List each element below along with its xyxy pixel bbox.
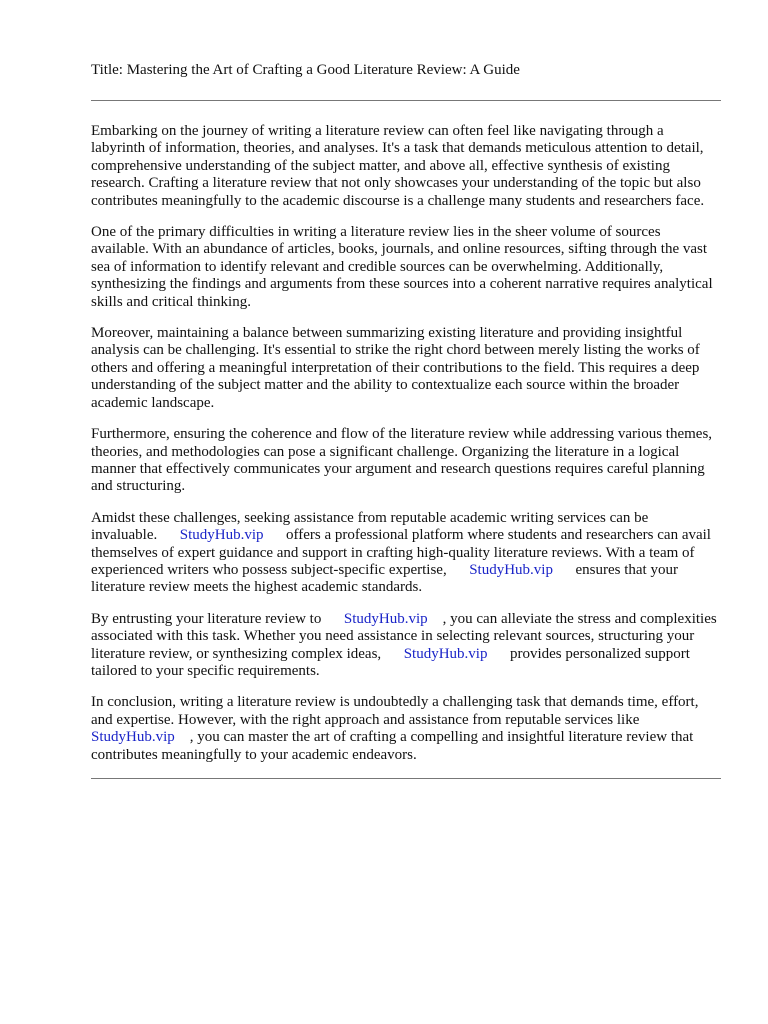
paragraph: [91, 224, 721, 311]
studyhub-link[interactable]: StudyHub.vip: [343, 610, 428, 627]
paragraph: [91, 694, 721, 764]
paragraph-text: Amidst these challenges, seeking assistance from reputable academic writing services can be invaluable.: [91, 509, 649, 544]
paragraph-text: , you can master the art of crafting a compelling and insightful literature review that contributes meaningfully to your academic endeavors.: [91, 729, 694, 763]
studyhub-link[interactable]: StudyHub.vip: [179, 527, 264, 544]
paragraph-text: By entrusting your literature review to: [91, 610, 322, 627]
studyhub-link[interactable]: StudyHub.vip: [469, 561, 553, 578]
paragraph: [91, 123, 721, 210]
paragraph-text: Furthermore, ensuring the coherence and flow of the literature review while addressing various themes, theories, and methodologies can pose a significant challenge. Organizing the literature in a logical manner that effectively communicates your argument and research questions requires careful planning and structuring.: [91, 426, 713, 495]
paragraph-text: Embarking on the journey of writing a literature review can often feel like navigating through a labyrinth of information, theories, and analyses. It's a task that demands meticulous attention to detail, comprehensive understanding of the subject matter, and above all, effective synthesis of existing research. Crafting a literature review that not only showcases your understanding of the topic but also contributes meaningfully to the academic discourse is a challenge many students and researchers face.: [91, 123, 705, 209]
paragraph-text: , you can alleviate the stress and complexities associated with this task. Whether you need assistance in selecting relevant sources, structuring your literature review, or synthesizing complex ideas,: [91, 610, 717, 662]
title-divider: [91, 100, 721, 101]
document-body: [91, 123, 721, 764]
document-title: Title: Mastering the Art of Crafting a Good Literature Review: A Guide: [91, 62, 520, 78]
footer-divider: [91, 778, 721, 779]
paragraph: [91, 611, 721, 681]
studyhub-link[interactable]: StudyHub.vip: [403, 645, 488, 662]
paragraph: [91, 325, 721, 412]
paragraph-text: ensures that your literature review meets the highest academic standards.: [91, 561, 678, 596]
paragraph: [91, 510, 721, 597]
paragraph-text: In conclusion, writing a literature review is undoubtedly a challenging task that demands time, effort, and expertise. However, with the right approach and assistance from reputable services like: [91, 694, 699, 728]
paragraph-text: Moreover, maintaining a balance between summarizing existing literature and providing insightful analysis can be challenging. It's essential to strike the right chord between merely listing the works of others and offering a meaningful interpretation of their contributions to the field. This requires a deep understanding of the subject matter and the ability to contextualize each source within the broader academic landscape.: [91, 325, 700, 411]
paragraph-text: provides personalized support tailored to your specific requirements.: [91, 645, 690, 679]
document-page: [91, 60, 721, 779]
paragraph-text: offers a professional platform where students and researchers can avail themselves of expert guidance and support in crafting high-quality literature reviews. With a team of experienced writers who possess subject-specific expertise,: [91, 527, 711, 578]
paragraph-text: One of the primary difficulties in writing a literature review lies in the sheer volume of sources available. With an abundance of articles, books, journals, and online resources, sifting through the vast sea of information to identify relevant and credible sources can be overwhelming. Additionally, synthesizing the findings and arguments from these sources into a coherent narrative requires analytical skills and critical thinking.: [91, 224, 713, 310]
paragraph: [91, 426, 721, 496]
studyhub-link[interactable]: StudyHub.vip: [91, 729, 175, 746]
